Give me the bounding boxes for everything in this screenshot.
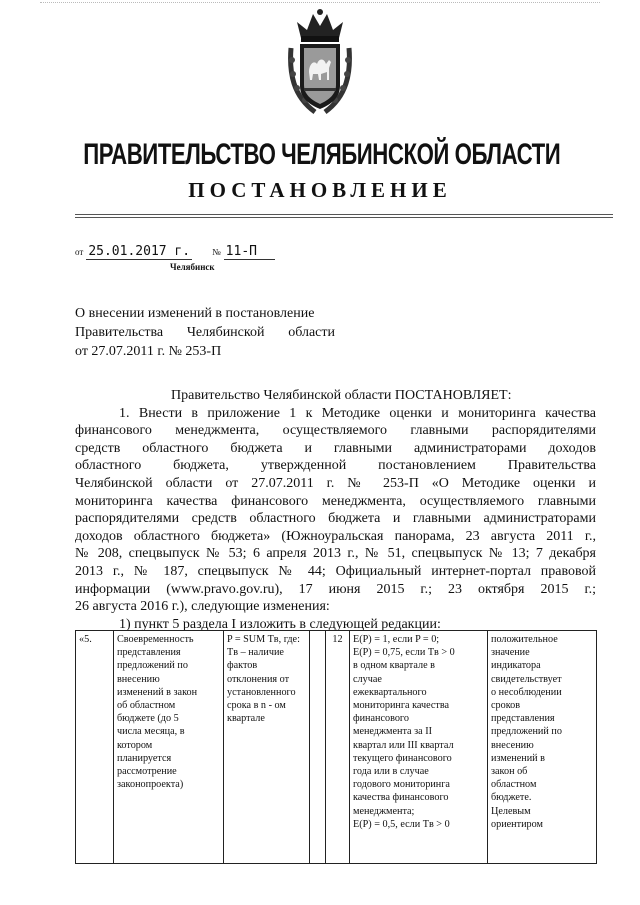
subject-line: от 27.07.2011 г. № 253-П xyxy=(75,344,222,359)
table-cell-line: менеджмента за II xyxy=(353,726,432,738)
table-cell-line: предложений по xyxy=(117,660,188,672)
table-cell-line: планируется xyxy=(117,752,172,764)
number-prefix: № xyxy=(212,247,221,257)
table-cell-line: сроков xyxy=(491,700,521,712)
table-cell-line: в одном квартале в xyxy=(353,660,435,672)
table-cell-line: P = SUM Tв, где: xyxy=(227,634,300,645)
table-cell-line: областном xyxy=(491,779,537,791)
header-divider-thin xyxy=(75,217,613,218)
body-line: распорядителями средств областного бюджета и главными администраторами xyxy=(75,511,596,527)
table-cell-line: представления xyxy=(117,647,181,659)
table-cell-line: изменений в xyxy=(491,752,545,764)
table-cell-line: E(P) = 0,75, если Tв > 0 xyxy=(353,647,455,659)
table-cell-empty xyxy=(310,631,326,864)
table-cell-line: рассмотрение xyxy=(117,766,177,778)
table-cell-line: законопроекта) xyxy=(117,779,184,791)
table-cell-line: мониторинга качества xyxy=(353,700,450,712)
resolution-body xyxy=(75,387,596,633)
table-cell-formula xyxy=(224,631,310,864)
document-subject xyxy=(75,304,335,361)
table-cell-line: 12 xyxy=(332,634,343,645)
table-cell-line: об областном xyxy=(117,700,176,712)
table-cell-line: индикатора xyxy=(491,660,541,672)
table-cell-evaluation xyxy=(350,631,488,864)
body-line: 1) пункт 5 раздела I изложить в следующей редакции: xyxy=(119,616,441,632)
document-kind-title: ПОСТАНОВЛЕНИЕ xyxy=(188,178,452,202)
table-cell-line: ориентиром xyxy=(491,818,543,830)
table-cell-line: годового мониторинга xyxy=(353,779,450,791)
body-line: финансового менеджмента, осуществляемого главными распорядителями xyxy=(75,423,596,439)
table-cell-line: положительное xyxy=(491,634,558,645)
subject-line: Правительства Челябинской области xyxy=(75,325,335,340)
body-line: Правительство Челябинской области ПОСТАНОВЛЯЕТ: xyxy=(171,388,512,403)
subject-line: О внесении изменений в постановление xyxy=(75,306,315,321)
table-cell-line: финансового xyxy=(353,713,409,725)
table-cell-line: Целевым xyxy=(491,805,531,817)
table-cell-line: менеджмента; xyxy=(353,805,415,817)
amendment-table xyxy=(75,630,597,864)
body-line: № 208, спецвыпуск № 53; 6 апреля 2013 г., № 51, спецвыпуск № 13; 7 декабря xyxy=(75,546,596,562)
table-cell-line: числа месяца, в xyxy=(117,726,185,738)
document-date: 25.01.2017 г. xyxy=(88,244,191,259)
table-cell-line: отклонения от xyxy=(227,673,290,685)
table-cell-comment xyxy=(488,631,597,864)
table-cell-line: срока в n - ом xyxy=(227,700,286,712)
table-cell-line: о несоблюдении xyxy=(491,686,562,698)
table-cell-indicator xyxy=(114,631,224,864)
government-title: ПРАВИТЕЛЬСТВО ЧЕЛЯБИНСКОЙ ОБЛАСТИ xyxy=(83,138,561,171)
body-line: 2013 г., № 187, спецвыпуск № 44; Официальный интернет-портал правовой xyxy=(75,563,596,579)
body-line: областного бюджета, утвержденной постановлением Правительства xyxy=(75,458,596,474)
body-line: 26 августа 2016 г.), следующие изменения: xyxy=(75,599,330,615)
body-line: Челябинской области от 27.07.2011 г. № 253-П «О Методике оценки и xyxy=(75,475,596,491)
table-cell-line: «5. xyxy=(79,634,92,645)
table-cell-line: Своевременность xyxy=(117,634,194,645)
table-cell-line: E(P) = 0,5, если Tв > 0 xyxy=(353,818,450,830)
header-divider xyxy=(75,214,613,215)
body-line: доходов областного бюджета» (Южноуральская панорама, 23 августа 2011 г., xyxy=(75,528,596,544)
table-cell-line: закон об xyxy=(491,766,528,778)
table-row xyxy=(76,631,597,864)
document-number: 11-П xyxy=(224,244,275,260)
table-cell-line: котором xyxy=(117,739,153,751)
table-cell-line: внесению xyxy=(491,739,534,751)
table-cell-line: случае xyxy=(353,673,382,685)
table-cell-line: представления xyxy=(491,713,555,725)
table-cell-line: E(P) = 1, если P = 0; xyxy=(353,634,440,645)
table-cell-line: бюджете. xyxy=(491,792,532,804)
body-line: информации (www.pravo.gov.ru), 17 июня 2015 г.; 23 октября 2015 г.; xyxy=(75,581,596,597)
table-cell-line: свидетельствует xyxy=(491,673,562,685)
table-cell-line: качества финансового xyxy=(353,792,449,804)
table-cell-line: текущего финансового xyxy=(353,752,452,764)
table-cell-line: Tв – наличие xyxy=(227,647,284,659)
table-cell-weight xyxy=(326,631,350,864)
table-cell-line: установленного xyxy=(227,686,296,698)
table-cell-line: фактов xyxy=(227,660,258,672)
fax-header-trace xyxy=(40,2,600,6)
date-number-line xyxy=(75,244,275,259)
body-line: средств областного бюджета и главными администраторами доходов xyxy=(75,440,596,456)
table-cell-line: года или в случае xyxy=(353,766,429,778)
date-prefix: от xyxy=(75,247,84,257)
coat-of-arms-emblem xyxy=(287,8,353,116)
city-name: Челябинск xyxy=(170,262,215,272)
table-cell-line: бюджете (до 5 xyxy=(117,713,179,725)
table-cell-line: ежеквартального xyxy=(353,686,427,698)
table-cell-number xyxy=(76,631,114,864)
table-cell-line: предложений по xyxy=(491,726,562,738)
table-cell-line: квартале xyxy=(227,713,265,725)
table-cell-line: внесению xyxy=(117,673,160,685)
table-cell-line: значение xyxy=(491,647,530,659)
table-cell-line: квартал или III квартал xyxy=(353,739,454,751)
body-line: мониторинга качества финансового менеджмента, осуществляемого главными xyxy=(75,493,596,509)
table-cell-line: изменений в закон xyxy=(117,686,198,698)
body-line: 1. Внести в приложение 1 к Методике оценки и мониторинга качества xyxy=(119,405,596,421)
